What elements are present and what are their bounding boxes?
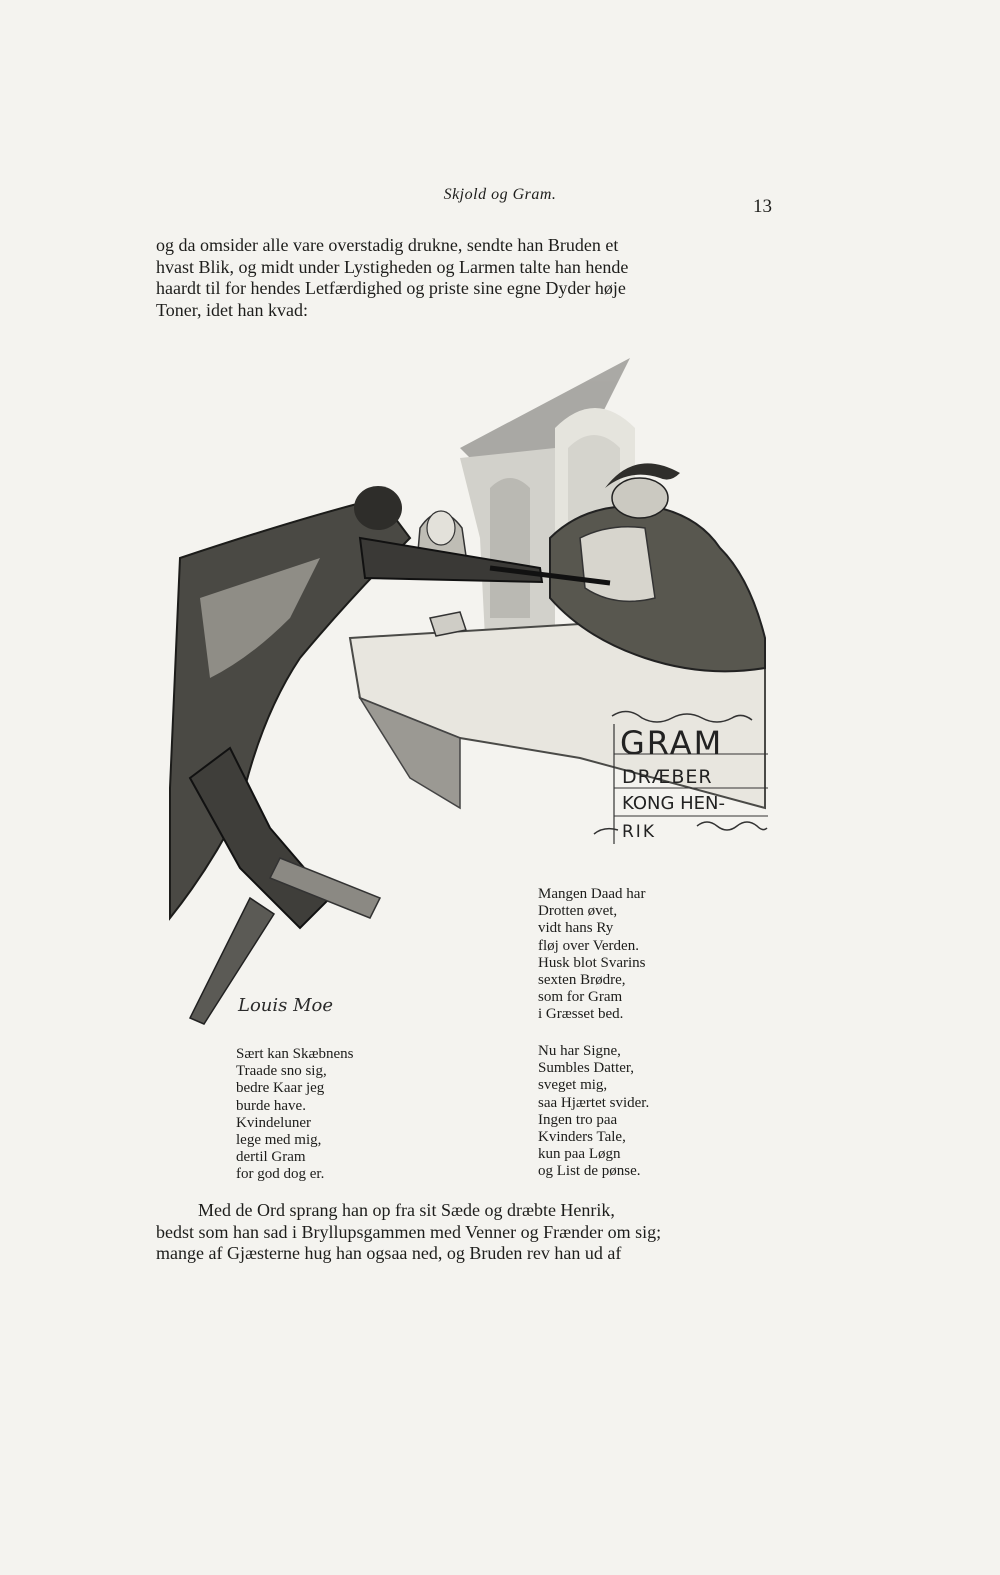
verse-line: sveget mig, [538,1077,608,1094]
page-number: 13 [753,196,772,217]
verse-line: kun paa Løgn [538,1146,621,1163]
verse-line: for god dog er. [236,1166,325,1183]
verse-line: vidt hans Ry [538,920,614,937]
text-line: Med de Ord sprang han op fra sit Sæde og dræbte Henrik, [198,1200,615,1220]
paragraph-bottom [156,1200,776,1265]
title-line: RIK [622,822,656,842]
verse-line: dertil Gram [236,1149,306,1166]
text-line: bedst som han sad i Bryllupsgammen med Venner og Frænder om sig; [156,1221,662,1242]
verse-line: bedre Kaar jeg [236,1080,325,1097]
text-line: mange af Gjæsterne hug han ogsaa ned, og Bruden rev han ud af [156,1243,622,1263]
gram-head [354,486,402,530]
verse-line: Husk blot Svarins [538,954,646,971]
illustration-gram-kills-henrik [160,338,770,1038]
verse-line: lege med mig, [236,1132,322,1149]
text-line: Toner, idet han kvad: [156,299,308,320]
title-line: KONG HEN- [622,793,725,814]
stanza-right-1 [538,886,646,1024]
verse-line: Sumbles Datter, [538,1060,635,1077]
verse-line: og List de pønse. [538,1163,641,1180]
verse-line: sexten Brødre, [538,972,626,989]
verse-line: saa Hjærtet svider. [538,1094,650,1111]
text-line: haardt til for hendes Letfærdighed og priste sine egne Dyder høje [156,278,626,298]
running-head: Skjold og Gram. [443,186,557,203]
verse-line: burde have. [236,1097,306,1114]
verse-line: som for Gram [538,989,623,1006]
verse-line: i Græsset bed. [538,1006,624,1023]
illustration-title [592,704,772,854]
verse-line: fløj over Verden. [538,937,639,954]
verse-line: Drotten øvet, [538,903,618,920]
text-line: hvast Blik, og midt under Lystigheden og Larmen talte han hende [156,256,629,277]
stanza-right-2 [538,1043,649,1181]
artist-signature: Louis Moe [238,995,334,1016]
verse-line: Ingen tro paa [538,1111,618,1128]
verse-line: Nu har Signe, [538,1043,621,1059]
stanza-left [236,1046,354,1184]
text-line: og da omsider alle vare overstadig drukne, sendte han Bruden et [156,235,619,255]
verse-line: Kvinders Tale, [538,1129,626,1146]
title-line: GRAM [620,724,724,762]
paragraph-top [156,235,776,321]
verse-line: Mangen Daad har [538,886,646,902]
verse-line: Traade sno sig, [236,1063,327,1080]
verse-line: Kvindeluner [236,1114,311,1131]
verse-line: Sært kan Skæbnens [236,1046,354,1062]
title-line: DRÆBER [622,766,713,788]
